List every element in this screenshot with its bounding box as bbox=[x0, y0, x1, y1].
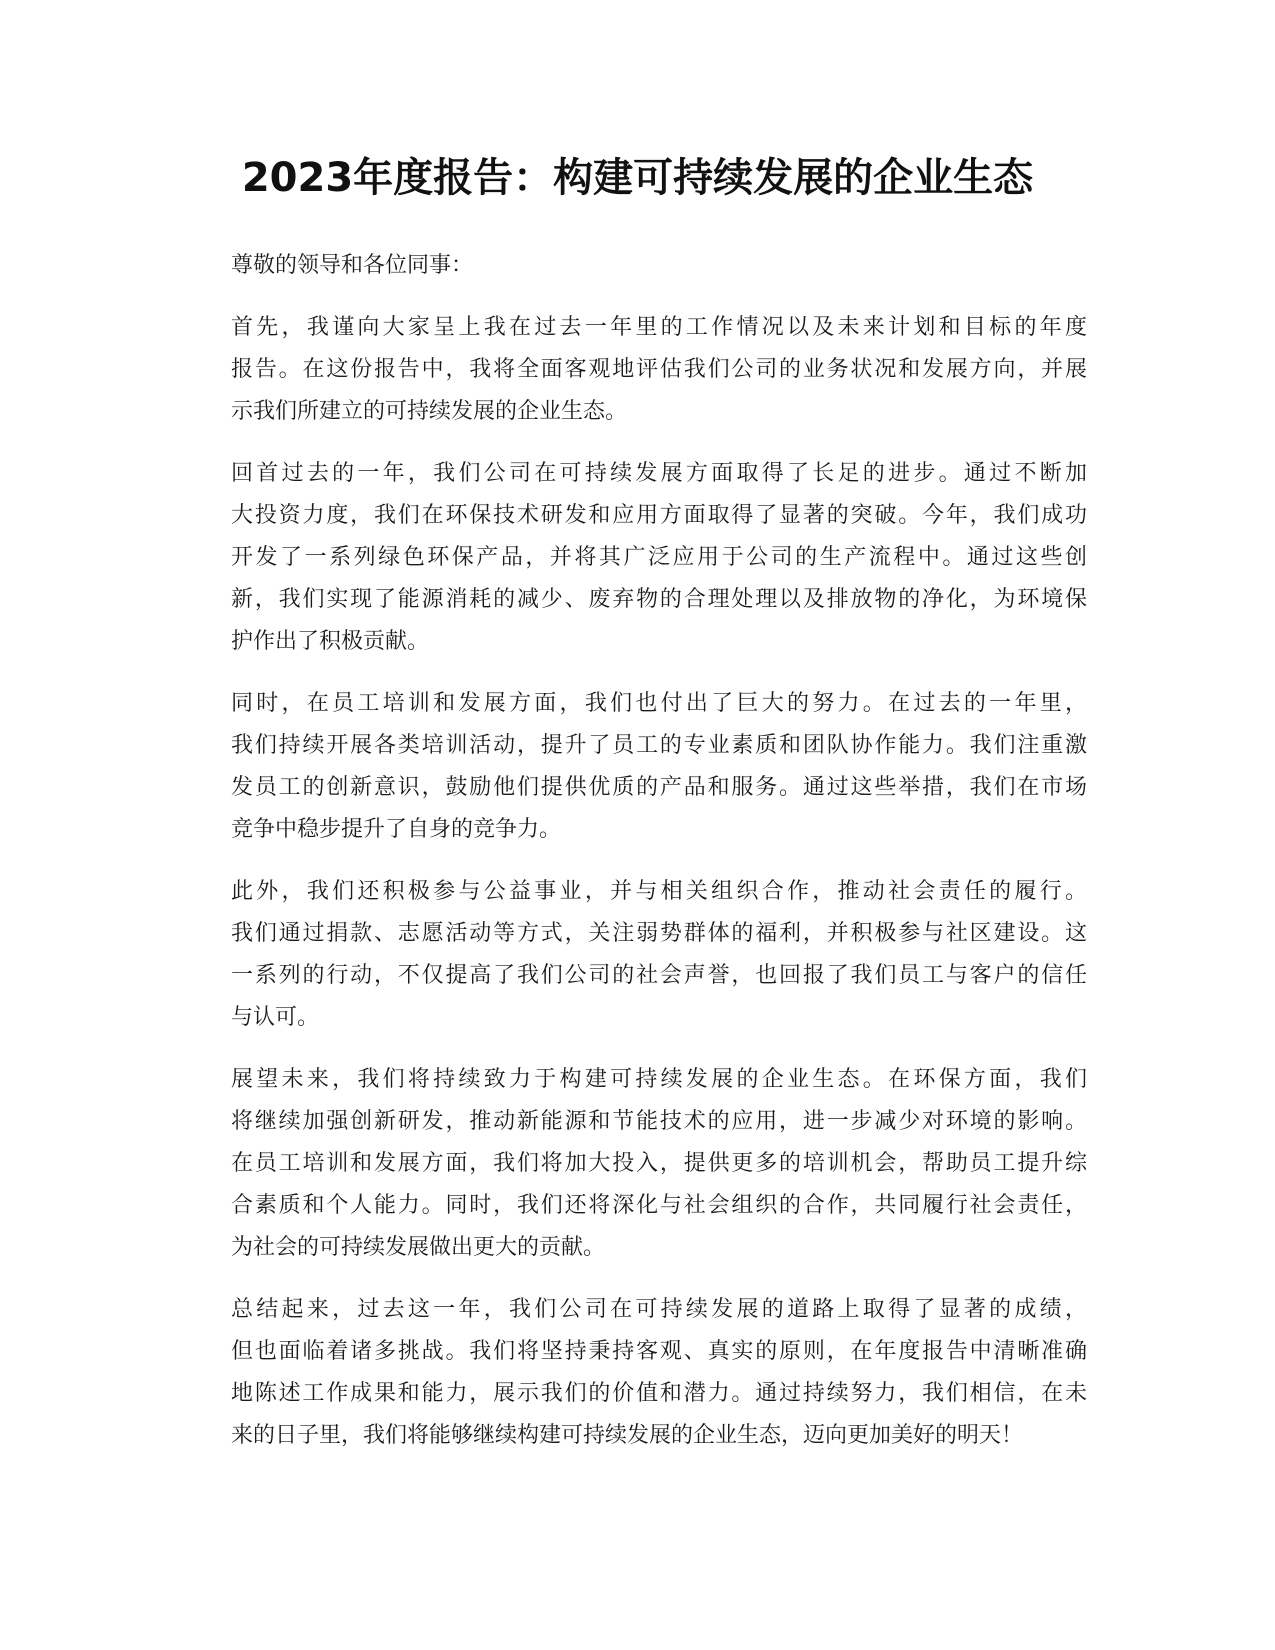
paragraph-3 bbox=[187, 683, 1087, 851]
text-line: 总结起来，过去这一年，我们公司在可持续发展的道路上取得了显著的成绩， bbox=[231, 1297, 1087, 1322]
document-title: 2023年度报告：构建可持续发展的企业生态 bbox=[241, 155, 1034, 201]
text-line: 新，我们实现了能源消耗的减少、废弃物的合理处理以及排放物的净化，为环境保 bbox=[231, 587, 1087, 612]
paragraph-4 bbox=[187, 871, 1087, 1039]
text-line: 地陈述工作成果和能力，展示我们的价值和潜力。通过持续努力，我们相信，在未 bbox=[231, 1381, 1087, 1406]
text-line: 但也面临着诸多挑战。我们将坚持秉持客观、真实的原则，在年度报告中清晰准确 bbox=[231, 1339, 1087, 1364]
salutation: 尊敬的领导和各位同事： bbox=[231, 253, 474, 278]
text-line: 我们通过捐款、志愿活动等方式，关注弱势群体的福利，并积极参与社区建设。这 bbox=[231, 921, 1087, 946]
paragraph-2 bbox=[187, 453, 1087, 663]
text-line: 示我们所建立的可持续发展的企业生态。 bbox=[231, 399, 628, 424]
text-line: 将继续加强创新研发，推动新能源和节能技术的应用，进一步减少对环境的影响。 bbox=[231, 1109, 1087, 1134]
text-line: 开发了一系列绿色环保产品，并将其广泛应用于公司的生产流程中。通过这些创 bbox=[231, 545, 1087, 570]
text-line: 与认可。 bbox=[231, 1005, 320, 1030]
text-line: 展望未来，我们将持续致力于构建可持续发展的企业生态。在环保方面，我们 bbox=[231, 1067, 1087, 1092]
text-line: 我们持续开展各类培训活动，提升了员工的专业素质和团队协作能力。我们注重激 bbox=[231, 733, 1087, 758]
text-line: 同时，在员工培训和发展方面，我们也付出了巨大的努力。在过去的一年里， bbox=[231, 691, 1087, 716]
document-body bbox=[187, 245, 1087, 1477]
text-line: 竞争中稳步提升了自身的竞争力。 bbox=[231, 817, 562, 842]
text-line: 来的日子里，我们将能够继续构建可持续发展的企业生态，迈向更加美好的明天！ bbox=[231, 1423, 1024, 1448]
text-line: 一系列的行动，不仅提高了我们公司的社会声誉，也回报了我们员工与客户的信任 bbox=[231, 963, 1087, 988]
paragraph-1 bbox=[187, 307, 1087, 433]
text-line: 在员工培训和发展方面，我们将加大投入，提供更多的培训机会，帮助员工提升综 bbox=[231, 1151, 1087, 1176]
text-line: 为社会的可持续发展做出更大的贡献。 bbox=[231, 1235, 606, 1260]
text-line: 此外，我们还积极参与公益事业，并与相关组织合作，推动社会责任的履行。 bbox=[231, 879, 1087, 904]
text-line: 大投资力度，我们在环保技术研发和应用方面取得了显著的突破。今年，我们成功 bbox=[231, 503, 1087, 528]
text-line: 报告。在这份报告中，我将全面客观地评估我们公司的业务状况和发展方向，并展 bbox=[231, 357, 1087, 382]
text-line: 合素质和个人能力。同时，我们还将深化与社会组织的合作，共同履行社会责任， bbox=[231, 1193, 1087, 1218]
text-line: 发员工的创新意识，鼓励他们提供优质的产品和服务。通过这些举措，我们在市场 bbox=[231, 775, 1087, 800]
text-line: 首先，我谨向大家呈上我在过去一年里的工作情况以及未来计划和目标的年度 bbox=[231, 315, 1087, 340]
paragraph-6 bbox=[187, 1289, 1087, 1457]
text-line: 回首过去的一年，我们公司在可持续发展方面取得了长足的进步。通过不断加 bbox=[231, 461, 1087, 486]
text-line: 护作出了积极贡献。 bbox=[231, 629, 430, 654]
paragraph-5 bbox=[187, 1059, 1087, 1269]
